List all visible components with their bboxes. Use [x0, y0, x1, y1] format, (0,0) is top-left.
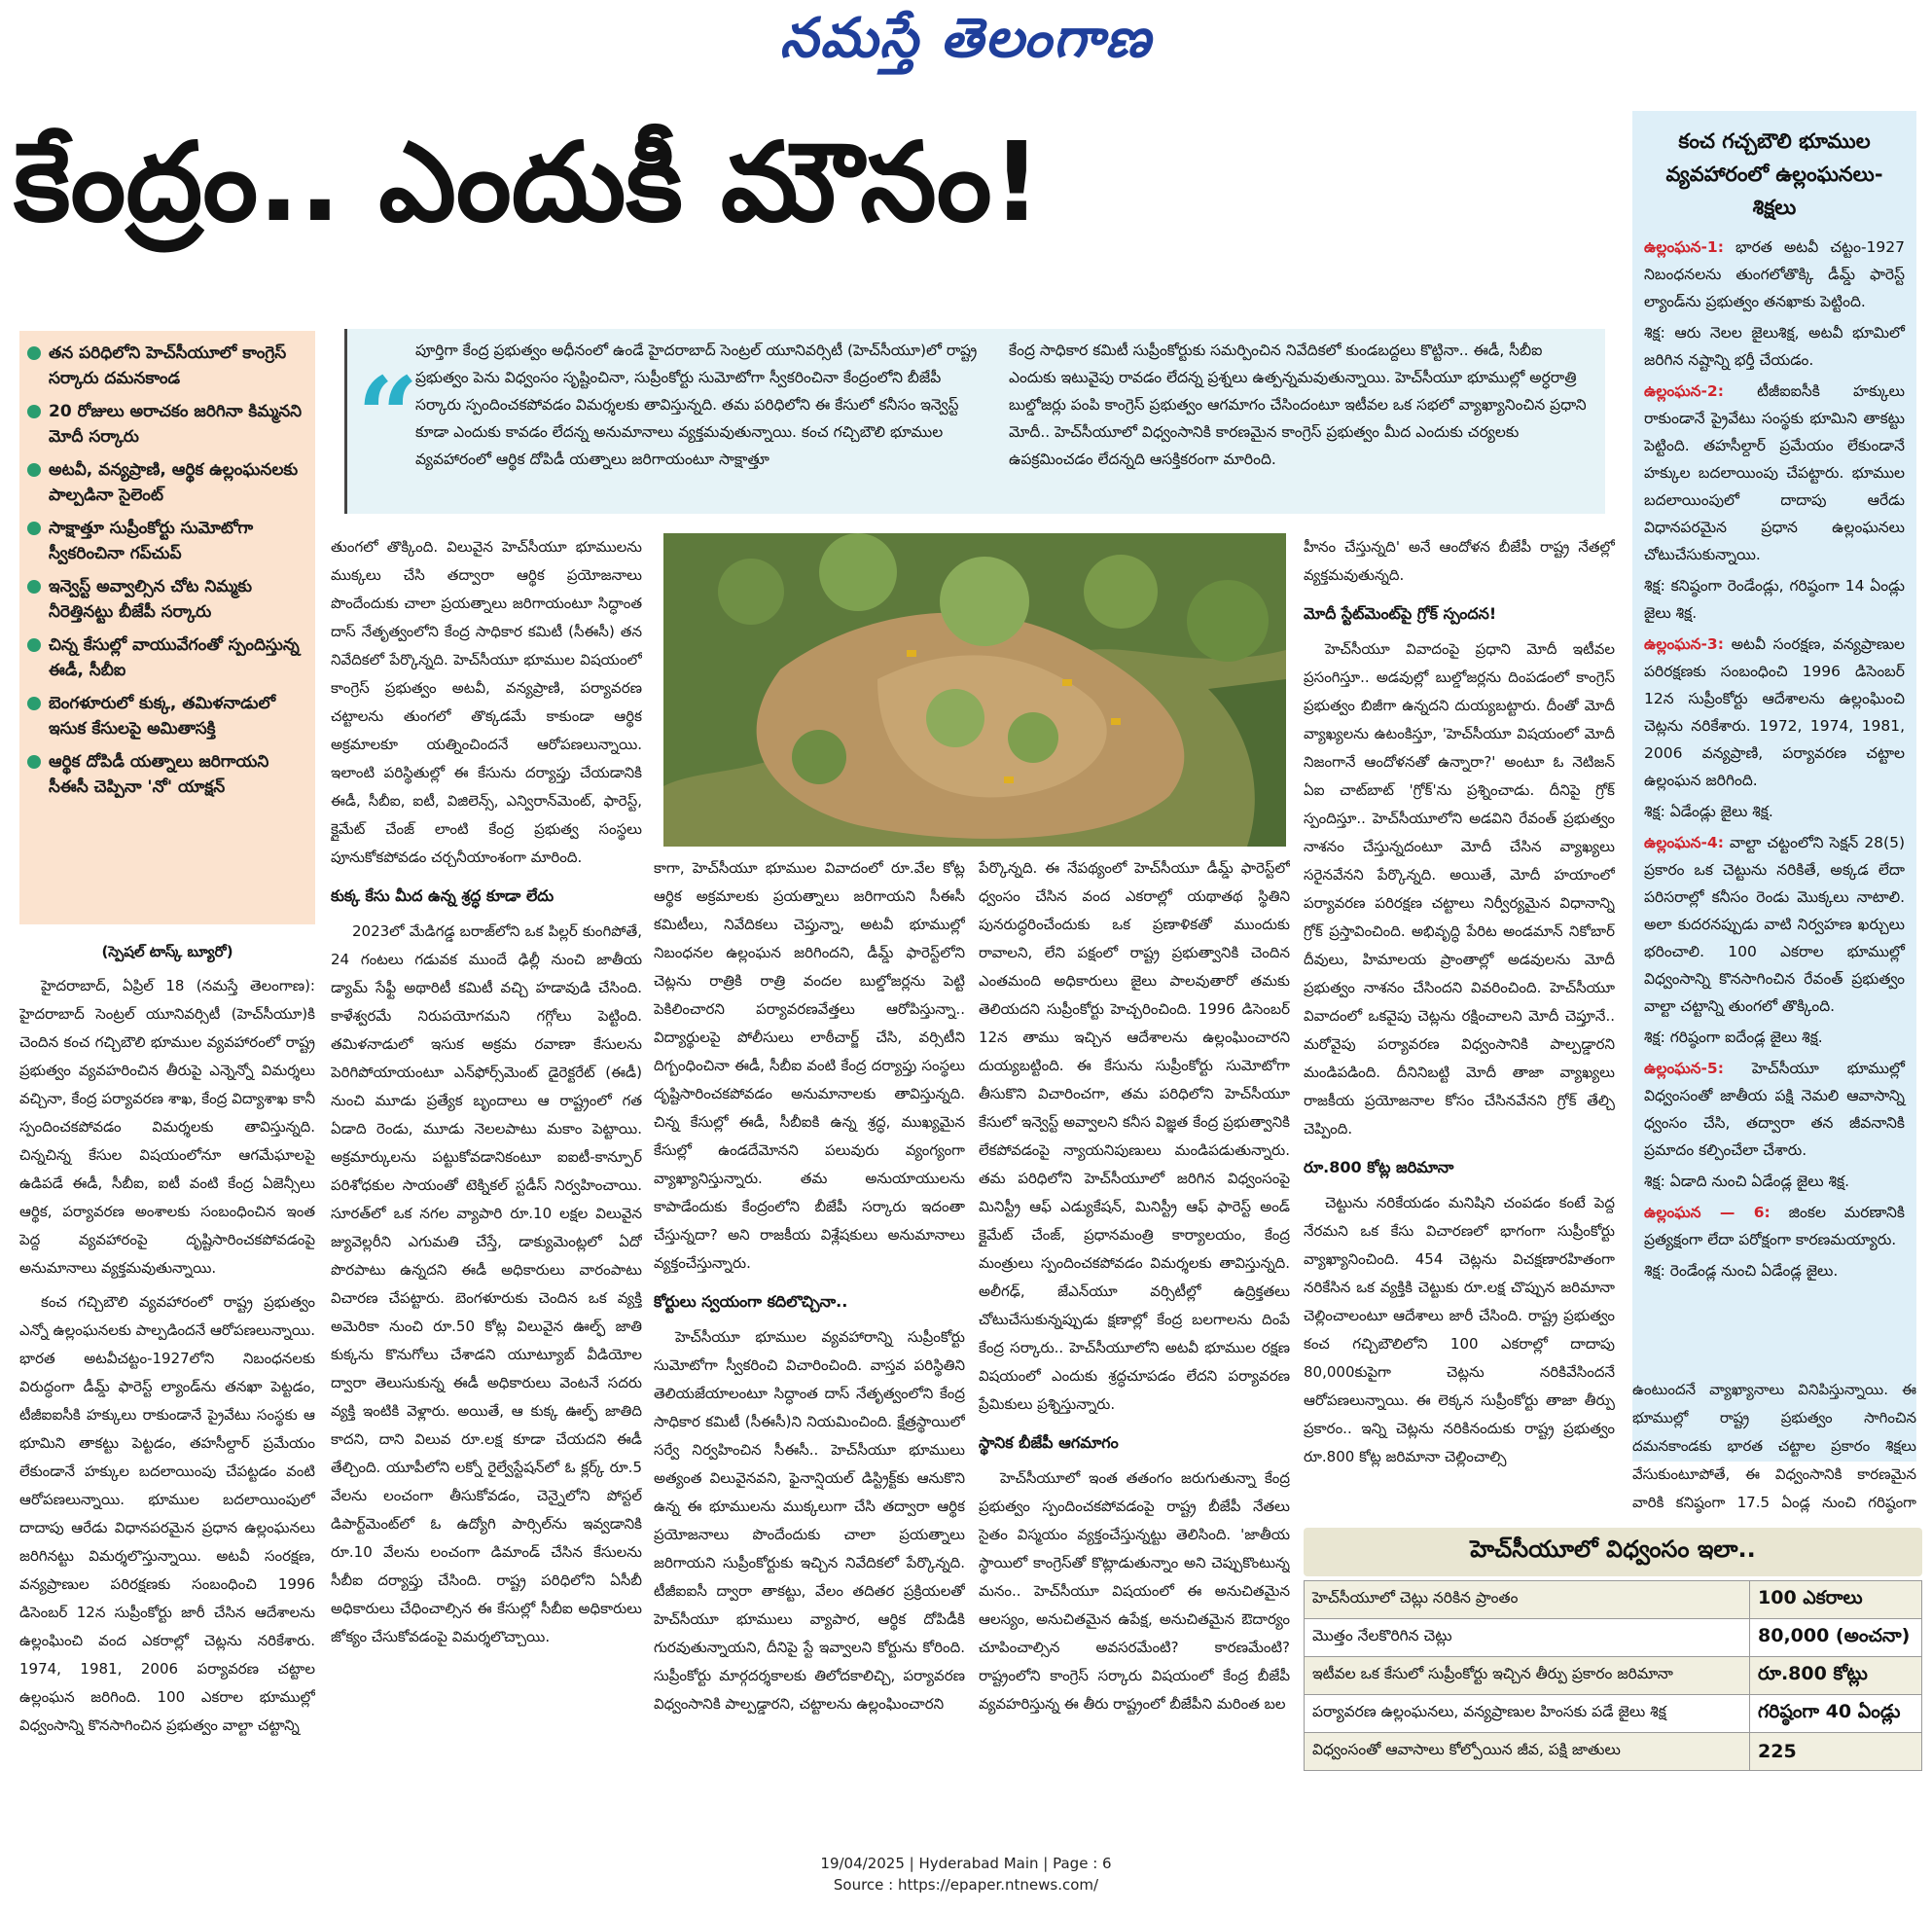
bullet-icon [27, 580, 41, 594]
highlight-item [27, 341, 307, 391]
quote-text-right: కేంద్ర సాధికార కమిటీ సుప్రీంకోర్టుకు సమర్పించిన నివేదికలో కుండబద్దలు కొట్టినా.. ఈడీ, సీబీఐ ఎందుకు ఇటువైపు రావడం లేదన్న ప్రశ్నలు ఉత్పన్నమవుతున్నాయి. హెచ్‌సీయూ భూముల్లో అర్ధరాత్రి బుల్డోజర్లు పంపి కాంగ్రెస్‌ ప్రభుత్వం ఆగమాగం చేసిందంటూ ఇటీవల ఒక సభలో వ్యాఖ్యానించిన ప్రధాని మోదీ.. హెచ్‌సీయూలో విధ్వంసానికి కారణమైన కాంగ్రెస్‌ ప్రభుత్వం మీద ఎందుకు చర్యలకు ఉపక్రమించడం లేదన్నది ఆసక్తికరంగా మారింది. [1009, 342, 1587, 468]
violation-text: అటవీ సంరక్షణ, వన్యప్రాణుల పరిరక్షణకు సంబంధించి 1996 డిసెంబర్‌ 12న సుప్రీంకోర్టు ఆదేశాలను ఉల్లంఘించి చెట్లను నరికేశారు. 1972, 1974, 1981, 2006 వన్యప్రాణి, పర్యావరణ చట్టాల ఉల్లంఘన జరిగింది. [1644, 635, 1905, 789]
violation-penalty: శిక్ష: రెండేండ్ల నుంచి ఏడేండ్ల జైలు. [1644, 1262, 1839, 1280]
table-cell-value: 100 ఎకరాలు [1750, 1581, 1922, 1619]
violation-text: జింకల మరణానికి ప్రత్యక్షంగా లేదా పరోక్షంగా కారణమయ్యారు. [1644, 1204, 1905, 1248]
bullet-icon [27, 638, 41, 652]
table-cell-label: ఇటీవల ఒక కేసులో సుప్రీంకోర్టు ఇచ్చిన తీర్పు ప్రకారం జరిమానా [1305, 1657, 1750, 1695]
highlight-item [27, 516, 307, 566]
highlight-item [27, 574, 307, 625]
highlight-text: తన పరిధిలోని హెచ్‌సీయూలో కాంగ్రెస్‌ సర్కారు దమనకాండ [49, 343, 287, 388]
highlight-text: 20 రోజులు అరాచకం జరిగినా కిమ్మనని మోదీ సర్కారు [49, 402, 303, 447]
violation-item [1644, 1055, 1905, 1164]
highlight-text: సాక్షాత్తూ సుప్రీంకోర్టు సుమోటోగా స్వీకరించినా గప్‌చుప్‌ [49, 519, 254, 563]
bullet-icon [27, 755, 41, 769]
violation-text: వాల్టా చట్టంలోని సెక్షన్‌ 28(5) ప్రకారం ఒక చెట్టును నరికితే, అక్కడ లేదా పరిసరాల్లో కనీసం రెండు మొక్కలు నాటాలి. అలా కుదరనప్పుడు వాటి నిర్వహణ ఖర్చులు భరించాలి. 100 ఎకరాల భూముల్లో విధ్వంసాన్ని కొనసాగించిన రేవంత్‌ ప్రభుత్వం వాల్టా చట్టాన్ని తుంగలో తొక్కింది. [1644, 834, 1905, 1015]
violation-penalty: శిక్ష: ఆరు నెలల జైలుశిక్ష, అటవీ భూమిలో జరిగిన నష్టాన్ని భర్తీ చేయడం. [1644, 324, 1905, 369]
violation-label: ఉల్లంఘన-2: [1644, 382, 1724, 400]
aerial-photo [663, 533, 1286, 847]
violation-text: టీజీఐఐసీకి హక్కులు రాకుండానే ప్రైవేటు సంస్థకు భూమిని తాకట్టు పెట్టింది. తహసీల్దార్‌ ప్రమేయం లేకుండానే హక్కుల బదలాయింపు చేపట్టారు. భూముల బదలాయింపులో దాదాపు ఆరేడు విధానపరమైన ప్రధాన ఉల్లంఘనలు చోటుచేసుకున్నాయి. [1644, 382, 1905, 563]
table-cell-value: గరిష్ఠంగా 40 ఏండ్లు [1750, 1695, 1922, 1733]
article-column-4 [979, 854, 1290, 1833]
sidebar-body [1644, 234, 1905, 1284]
paragraph: హెచ్‌సీయూ వివాదంపై ప్రధాని మోదీ ఇటీవల ప్రసంగిస్తూ.. అడవుల్లో బుల్డోజర్లను దింపడంలో కాంగ్రెస్‌ ప్రభుత్వం బిజీగా ఉన్నదని దుయ్యబట్టారు. దీంతో మోదీ వ్యాఖ్యలను ఉటంకిస్తూ, 'హెచ్‌సీయూ విషయంలో మోదీ నిజంగానే ఆందోళనతో ఉన్నారా?' అంటూ ఓ నెటిజన్‌ ఏఐ చాట్‌బాట్‌ 'గ్రోక్‌'ను ప్రశ్నించాడు. దీనిపై గ్రోక్‌ స్పందిస్తూ.. హెచ్‌సీయూలోని అడవిని రేవంత్‌ ప్రభుత్వం నాశనం చేస్తున్నదంటూ మోదీ చేసిన వ్యాఖ్యలు సరైనవేనని పేర్కొన్నది. అయితే, మోదీ హయాంలో పర్యావరణ పరిరక్షణ చట్టాలు నిర్వీర్యమైన విధానాన్ని గ్రోక్‌ ప్రస్తావించింది. అభివృద్ధి పేరిట అండమాన్‌ నికోబార్‌ దీవులు, హిమాలయ ప్రాంతాల్లో అడవులను మోదీ ప్రభుత్వం నాశనం చేసిందని వివరించింది. హెచ్‌సీయూ వివాదంలో ఒకవైపు చెట్లను రక్షించాలని మోదీ చెప్తూనే.. మరోవైపు పర్యావరణ విధ్వంసానికి పాల్పడ్డారని మండిపడింది. దీనినిబట్టి మోదీ తాజా వ్యాఖ్యలు రాజకీయ ప్రయోజనాల కోసం చేసినవేనని గ్రోక్‌ తేల్చి చెప్పింది. [1304, 640, 1615, 1138]
table-cell-label: పర్యావరణ ఉల్లంఘనలు, వన్యప్రాణుల హింసకు పడే జైలు శిక్ష [1305, 1695, 1750, 1733]
highlight-text: బెంగళూరులో కుక్క, తమిళనాడులో ఇసుక కేసులపై అమితాసక్తి [49, 694, 276, 739]
subheading: కోర్టులు స్వయంగా కదిలొచ్చినా.. [654, 1292, 848, 1311]
sidebar-violations [1632, 111, 1916, 1462]
paragraph: హీనం చేస్తున్నది' అనే ఆందోళన బీజేపీ రాష్ట్ర నేతల్లో వ్యక్తమవుతున్నది. [1304, 538, 1615, 584]
paragraph: పేర్కొన్నది. ఈ నేపథ్యంలో హెచ్‌సీయూ డీమ్డ్‌ ఫారెస్ట్‌లో ధ్వంసం చేసిన వంద ఎకరాల్లో యథాతథ స్థితిని పునరుద్ధరించేందుకు ఒక ప్రణాళికతో ముందుకు రావాలని, లేని పక్షంలో రాష్ట్ర ప్రభుత్వానికి చెందిన ఎంతమంది అధికారులు జైలు పాలవుతారో తమకు తెలియదని సుప్రీంకోర్టు హెచ్చరించింది. 1996 డిసెంబర్‌ 12న తాము ఇచ్చిన ఆదేశాలను ఉల్లంఘించారని దుయ్యబట్టింది. ఈ కేసును సుప్రీంకోర్టు సుమోటోగా తీసుకొని విచారించగా, తమ పరిధిలోని హెచ్‌సీయూ కేసులో ఇన్వెస్ట్‌ అవ్వాలని కనీస విజ్ఞత కేంద్ర ప్రభుత్వానికి లేకపోవడంపై న్యాయనిపుణులు మండిపడుతున్నారు. తమ పరిధిలోని హెచ్‌సీయూలో జరిగిన విధ్వంసంపై మినిస్ట్రీ ఆఫ్‌ ఎడ్యుకేషన్‌, మినిస్ట్రీ ఆఫ్‌ ఫారెస్ట్‌ అండ్‌ క్లైమేట్‌ చేంజ్‌, ప్రధానమంత్రి కార్యాలయం, కేంద్ర మంత్రులు స్పందించకపోవడం విమర్శలకు తావిస్తున్నది. అలీగఢ్‌, జేఎన్‌యూ వర్సిటీల్లో ఉద్రిక్తతలు చోటుచేసుకున్నప్పుడు క్షణాల్లో కేంద్ర బలగాలను దింపే కేంద్ర సర్కారు.. హెచ్‌సీయూలోని అటవీ భూముల రక్షణ విషయంలో ఎందుకు శ్రద్ధచూపడం లేదని పర్యావరణ ప్రేమికులు ప్రశ్నిస్తున్నారు. [979, 859, 1290, 1413]
table-row [1305, 1581, 1922, 1619]
bullet-icon [27, 346, 41, 360]
violation-text: హెచ్‌సీయూ భూముల్లో విధ్వంసంతో జాతీయ పక్షి నెమలి ఆవాసాన్ని ధ్వంసం చేసి, తద్వారా తన జీవనానికి ప్రమాదం కల్పించేలా చేశారు. [1644, 1060, 1905, 1159]
highlight-text: చిన్న కేసుల్లో వాయువేగంతో స్పందిస్తున్న ఈడీ, సీబీఐ [49, 635, 300, 680]
paragraph: 2023లో మేడిగడ్డ బరాజ్‌లోని ఒక పిల్లర్‌ కుంగిపోతే, 24 గంటలు గడువక ముందే ఢిల్లీ నుంచి జాతీయ డ్యామ్‌ సేఫ్టీ అథారిటీ కమిటీ వచ్చి హడావుడి చేసింది. కాళేశ్వరమే నిరుపయోగమని గగ్గోలు పెట్టింది. తమిళనాడులో ఇసుక అక్రమ రవాణా కేసులను పెరిగిపోయాయంటూ ఎన్‌ఫోర్స్‌మెంట్‌ డైరెక్టరేట్‌ (ఈడీ) నుంచి మూడు ప్రత్యేక బృందాలు ఆ రాష్ట్రంలో గత ఏడాది రెండు, మూడు నెలలపాటు మకాం పెట్టాయి. అక్రమార్కులను పట్టుకోవడానికంటూ ఐఐటీ-కాన్పూర్‌ పరిశోధకుల సాయంతో టెక్నికల్‌ స్టడీస్‌ నిర్వహించాయి. సూరత్‌లో ఒక నగల వ్యాపారి రూ.10 లక్షల విలువైన జ్యువెల్లరీని ఎగుమతి చేస్తే, డాక్యుమెంట్లలో ఏదో పొరపాటు ఉన్నదని ఈడీ అధికారులు వారంపాటు విచారణ చేపట్టారు. బెంగళూరుకు చెందిన ఒక వ్యక్తి అమెరికా నుంచి రూ.50 కోట్ల విలువైన ఊల్ఫ్‌ జాతి కుక్కను కొనుగోలు చేశాడని యూట్యూబ్‌ వీడియోల ద్వారా తెలుసుకున్న ఈడీ అధికారులు వెంటనే సదరు వ్యక్తి ఇంటికి వెళ్లారు. అయితే, ఆ కుక్క ఊల్ఫ్‌ జాతిది కాదని, దాని విలువ రూ.లక్ష కూడా చేయదని ఈడీ తేల్చింది. యూపీలోని లక్నో రైల్వేస్టేషన్‌లో ఓ క్లర్క్‌ రూ.5 వేలను లంచంగా తీసుకోవడం, చెన్నైలోని పోస్టల్‌ డిపార్ట్‌మెంట్‌లో ఓ ఉద్యోగి పార్సిల్‌ను ఇవ్వడానికి రూ.10 వేలను లంచంగా డిమాండ్‌ చేసిన కేసులను సీబీఐ దర్యాప్తు చేసింది. రాష్ట్ర పరిధిలోని ఏసీబీ అధికారులు చేధించాల్సిన ఈ కేసుల్లో సీబీఐ అధికారులు జోక్యం చేసుకోవడంపై విమర్శలొచ్చాయి. [331, 922, 642, 1645]
pull-quote [344, 329, 1605, 514]
violation-penalty: శిక్ష: కనిష్ఠంగా రెండేండ్లు, గరిష్ఠంగా 14 ఏండ్లు జైలు శిక్ష. [1644, 577, 1905, 622]
table-row [1305, 1733, 1922, 1771]
violation-item [1644, 631, 1905, 794]
highlight-text: అటవీ, వన్యప్రాణి, ఆర్థిక ఉల్లంఘనలకు పాల్పడినా సైలెంట్‌ [49, 460, 299, 505]
paragraph: కాగా, హెచ్‌సీయూ భూముల వివాదంలో రూ.వేల కోట్ల ఆర్థిక అక్రమాలకు ప్రయత్నాలు జరిగాయని సీఈసీ కమిటీలు, నివేదికలు చెప్తున్నా, అటవీ భూముల్లో నిబంధనల ఉల్లంఘన జరిగిందని, డీమ్డ్‌ ఫారెస్ట్‌లోని చెట్లను రాత్రికి రాత్రి వందల బుల్డోజర్లను పెట్టి పెకిలించారని పర్యావరణవేత్తలు ఆరోపిస్తున్నా.. విద్యార్థులపై పోలీసులు లాఠీచార్జ్‌ చేసి, వర్సిటీని దిగ్బంధించినా ఈడీ, సీబీఐ వంటి కేంద్ర దర్యాప్తు సంస్థలు దృష్టిసారించకపోవడం అనుమానాలకు తావిస్తున్నది. చిన్న కేసుల్లో ఈడీ, సీబీఐకి ఉన్న శ్రద్ధ, ముఖ్యమైన కేసుల్లో ఉండదేమోనని పలువురు వ్యంగ్యంగా వ్యాఖ్యానిస్తున్నారు. తమ అనుయాయులను కాపాడేందుకు కేంద్రంలోని బీజేపీ సర్కారు ఇదంతా చేస్తున్నదా? అని రాజకీయ విశ్లేషకులు అనుమానాలు వ్యక్తంచేస్తున్నారు. [654, 859, 965, 1272]
footer-date-edition: 19/04/2025 | Hyderabad Main | Page : 6 [820, 1855, 1112, 1872]
bullet-icon [27, 697, 41, 710]
highlight-item [27, 457, 307, 508]
violation-label: ఉల్లంఘన-4: [1644, 834, 1724, 851]
quote-icon: “ [357, 353, 419, 479]
violation-item [1644, 1199, 1905, 1253]
highlight-item [27, 632, 307, 683]
violation-label: ఉల్లంఘన — 6: [1644, 1204, 1771, 1221]
highlight-item [27, 691, 307, 741]
violation-label: ఉల్లంఘన-3: [1644, 635, 1724, 653]
destruction-table [1304, 1528, 1922, 1771]
table-row [1305, 1657, 1922, 1695]
footer-source-link[interactable]: Source : https://epaper.ntnews.com/ [833, 1876, 1099, 1894]
article-column-1 [19, 938, 315, 1833]
highlight-text: ఇన్వెస్ట్‌ అవ్వాల్సిన చోట నిమ్మకు నీరెత్తినట్టు బీజేపీ సర్కారు [49, 577, 253, 622]
bullet-icon [27, 405, 41, 418]
violation-item [1644, 378, 1905, 568]
article-column-3 [654, 854, 965, 1833]
violation-item [1644, 234, 1905, 315]
table-cell-value: 225 [1750, 1733, 1922, 1771]
paragraph: హైదరాబాద్‌, ఏప్రిల్‌ 18 (నమస్తే తెలంగాణ): హైదరాబాద్‌ సెంట్రల్‌ యూనివర్సిటీ (హెచ్‌సీయూ)కి చెందిన కంచ గచ్చిబౌలి భూముల వ్యవహారంలో రాష్ట్ర ప్రభుత్వం వ్యవహరించిన తీరుపై ఎన్నెన్నో విమర్శలు వచ్చినా, కేంద్ర పర్యావరణ శాఖ, కేంద్ర విద్యాశాఖ కానీ స్పందించకపోవడం విమర్శలకు తావిస్తున్నది. చిన్నచిన్న కేసుల విషయంలోనూ ఆగమేఘాలపై ఉడిపడే ఈడీ, సీబీఐ, ఐటీ వంటి కేంద్ర ఏజెన్సీలు ఆర్థిక, పర్యావరణ అంశాలకు సంబంధించిన ఇంత పెద్ద వ్యవహారంపై దృష్టిసారించకపోవడంపై అనుమానాలు వ్యక్తమవుతున్నాయి. [19, 977, 315, 1277]
subheading: స్థానిక బీజేపీ ఆగమాగం [979, 1433, 1119, 1452]
paragraph: చెట్టును నరికేయడం మనిషిని చంపడం కంటే పెద్ద నేరమని ఒక కేసు విచారణలో భాగంగా సుప్రీంకోర్టు వ్యాఖ్యానించింది. 454 చెట్లను విచక్షణారహితంగా నరికేసిన ఒక వ్యక్తికి చెట్టుకు రూ.లక్ష చొప్పున జరిమానా చెల్లించాలంటూ ఆదేశాలు జారీ చేసింది. రాష్ట్ర ప్రభుత్వం కంచ గచ్చిబౌలిలోని 100 ఎకరాల్లో దాదాపు 80,000కుపైగా చెట్లను నరికివేసిందనే ఆరోపణలున్నాయి. ఈ లెక్కన సుప్రీంకోర్టు తాజా తీర్పు ప్రకారం.. ఇన్ని చెట్లను నరికినందుకు రాష్ట్ర ప్రభుత్వం రూ.800 కోట్ల జరిమానా చెల్లించాల్సి [1304, 1194, 1615, 1465]
article-column-5 [1304, 533, 1615, 1510]
highlights-box [19, 331, 315, 924]
table-cell-label: విధ్వంసంతో ఆవాసాలు కోల్పోయిన జీవ, పక్షి జాతులు [1305, 1733, 1750, 1771]
bullet-icon [27, 522, 41, 535]
violation-label: ఉల్లంఘన-1: [1644, 238, 1724, 256]
table-row [1305, 1695, 1922, 1733]
page-footer [0, 1853, 1932, 1896]
paragraph: ఉంటుందనే వ్యాఖ్యానాలు వినిపిస్తున్నాయి. ఈ భూముల్లో రాష్ట్ర ప్రభుత్వం సాగించిన దమనకాండకు భారత చట్టాల ప్రకారం శిక్షలు వేసుకుంటూపోతే, ఈ విధ్వంసానికి కారణమైన వారికి కనిష్ఠంగా 17.5 ఏండ్ల నుంచి గరిష్ఠంగా [1632, 1381, 1916, 1511]
subheading: కుక్క కేసు మీద ఉన్న శ్రద్ధ కూడా లేదు [331, 886, 555, 905]
bullet-icon [27, 463, 41, 477]
violation-penalty: శిక్ష: గరిష్ఠంగా ఐదేండ్ల జైలు శిక్ష. [1644, 1029, 1823, 1046]
paragraph: హెచ్‌సీయూలో ఇంత తతంగం జరుగుతున్నా కేంద్ర ప్రభుత్వం స్పందించకపోవడంపై రాష్ట్ర బీజేపీ నేతలు సైతం విస్మయం వ్యక్తంచేస్తున్నట్టు తెలిసింది. 'జాతీయ స్థాయిలో కాంగ్రెస్‌తో కొట్లాడుతున్నాం అని చెప్పుకొంటున్న మనం.. హెచ్‌సీయూ విషయంలో ఈ అనుచితమైన ఆలస్యం, అనుచితమైన ఉపేక్ష, అనుచితమైన ఔదార్యం చూపించాల్సిన అవసరమేంటి? కారణమేంటి? రాష్ట్రంలోని కాంగ్రెస్‌ సర్కారు విషయంలో కేంద్ర బీజేపీ వ్యవహరిస్తున్న ఈ తీరు రాష్ట్రంలో బీజేపీని మరింత బల [979, 1469, 1290, 1713]
paragraph: హెచ్‌సీయూ భూముల వ్యవహారాన్ని సుప్రీంకోర్టు సుమోటోగా స్వీకరించి విచారించింది. వాస్తవ పరిస్థితిని తెలియజేయాలంటూ సిద్ధాంత దాస్‌ నేతృత్వంలోని కేంద్ర సాధికార కమిటీ (సీఈసీ)ని నియమించింది. క్షేత్రస్థాయిలో సర్వే నిర్వహించిన సీఈసీ.. హెచ్‌సీయూ భూములు అత్యంత విలువైనవని, ఫైనాన్షియల్‌ డిస్ట్రిక్ట్‌కు ఆనుకొని ఉన్న ఈ భూములను ముక్కలుగా చేసి తద్వారా ఆర్థిక ప్రయోజనాలు పొందేందుకు చాలా ప్రయత్నాలు జరిగాయని సుప్రీంకోర్టుకు ఇచ్చిన నివేదికలో పేర్కొన్నది. టీజీఐఐసీ ద్వారా తాకట్టు, వేలం తదితర ప్రక్రియలతో హెచ్‌సీయూ భూములు వ్యాపార, ఆర్థిక దోపిడీకి గురవుతున్నాయని, దీనిపై స్టే ఇవ్వాలని కోర్టును కోరింది. సుప్రీంకోర్టు మార్గదర్శకాలకు తిలోదకాలిచ్చి, పర్యావరణ విధ్వంసానికి పాల్పడ్డారని, చట్టాలను ఉల్లంఘించారని [654, 1328, 965, 1713]
table-title: హెచ్‌సీయూలో విధ్వంసం ఇలా.. [1304, 1528, 1922, 1576]
sidebar-title: కంచ గచ్చబౌలి భూముల వ్యవహారంలో ఉల్లంఘనలు- శిక్షలు [1665, 129, 1883, 219]
masthead-logo: నమస్తే తెలంగాణ [779, 6, 1153, 70]
article-column-2 [331, 533, 642, 1833]
subheading: మోదీ స్టేట్‌మెంట్‌పై గ్రోక్‌ స్పందన! [1304, 604, 1497, 623]
table-cell-value: 80,000 (అంచనా) [1750, 1619, 1922, 1657]
headline: కేంద్రం.. ఎందుకీ మౌనం! [14, 120, 1042, 246]
violation-penalty: శిక్ష: ఏడాది నుంచి ఏడేండ్ల జైలు శిక్ష. [1644, 1173, 1850, 1190]
article-column-6 [1632, 1376, 1916, 1522]
highlight-item [27, 749, 307, 800]
paragraph: తుంగలో తొక్కింది. విలువైన హెచ్‌సీయూ భూములను ముక్కలు చేసి తద్వారా ఆర్థిక ప్రయోజనాలు పొందేందుకు చాలా ప్రయత్నాలు జరిగాయంటూ సిద్ధాంత దాస్‌ నేతృత్వంలోని కేంద్ర సాధికార కమిటీ (సీఈసీ) తన నివేదికలో పేర్కొన్నది. హెచ్‌సీయూ భూముల విషయంలో కాంగ్రెస్‌ ప్రభుత్వం అటవీ, వన్యప్రాణి, పర్యావరణ చట్టాలను తుంగలో తొక్కడమే కాకుండా ఆర్థిక అక్రమాలకూ యత్నించిందనే ఆరోపణలున్నాయి. ఇలాంటి పరిస్థితుల్లో ఈ కేసును దర్యాప్తు చేయడానికి ఈడీ, సీబీఐ, ఐటీ, విజిలెన్స్‌, ఎన్విరాన్‌మెంట్‌, ఫారెస్ట్‌, క్లైమేట్‌ చేంజ్‌ లాంటి కేంద్ర ప్రభుత్వ సంస్థలు పూనుకోకపోవడం చర్చనీయాంశంగా మారింది. [331, 538, 642, 866]
subheading: రూ.800 కోట్ల జరిమానా [1304, 1158, 1454, 1176]
quote-text-left: పూర్తిగా కేంద్ర ప్రభుత్వం అధీనంలో ఉండే హైదరాబాద్‌ సెంట్రల్‌ యూనివర్సిటీ (హెచ్‌సీయూ)లో రాష్ట్ర ప్రభుత్వం పెను విధ్వంసం సృష్టించినా, సుప్రీంకోర్టు సుమోటోగా స్వీకరించినా కేంద్రంలోని బీజేపీ సర్కారు స్పందించకపోవడం విమర్శలకు తావిస్తున్నది. తమ పరిధిలోని ఈ కేసులో కనీసం ఇన్వెస్ట్‌ కూడా ఎందుకు కావడం లేదన్న అనుమానాలు వ్యక్తమవుతున్నాయి. కంచ గచ్చిబౌలి భూముల వ్యవహారంలో ఆర్థిక దోపిడీ యత్నాలు జరిగాయంటూ సాక్షాత్తూ [415, 342, 978, 468]
paragraph: కంచ గచ్చిబౌలి వ్యవహారంలో రాష్ట్ర ప్రభుత్వం ఎన్నో ఉల్లంఘనలకు పాల్పడిందనే ఆరోపణలున్నాయి. భారత అటవీచట్టం-1927లోని నిబంధనలకు విరుద్ధంగా డీమ్డ్‌ ఫారెస్ట్‌ ల్యాండ్‌ను తనఖా పెట్టడం, టీజీఐఐసీకి హక్కులు రాకుండానే ప్రైవేటు సంస్థకు ఆ భూమిని తాకట్టు పెట్టడం, తహసీల్దార్‌ ప్రమేయం లేకుండానే హక్కుల బదలాయింపు చేపట్టడం వంటి ఆరోపణలున్నాయి. భూముల బదలాయింపులో దాదాపు ఆరేడు విధానపరమైన ప్రధాన ఉల్లంఘనలు జరిగినట్టు విమర్శలొస్తున్నాయి. అటవీ సంరక్షణ, వన్యప్రాణుల పరిరక్షణకు సంబంధించి 1996 డిసెంబర్‌ 12న సుప్రీంకోర్టు జారీ చేసిన ఆదేశాలను ఉల్లంఘించి వంద ఎకరాల్లో చెట్లను నరికేశారు. 1974, 1981, 2006 పర్యావరణ చట్టాల ఉల్లంఘన జరిగింది. 100 ఎకరాల భూముల్లో విధ్వంసాన్ని కొనసాగించిన ప్రభుత్వం వాల్టా చట్టాన్ని [19, 1293, 315, 1734]
violation-text: భారత అటవీ చట్టం-1927 నిబంధనలను తుంగలోతొక్కి డీమ్డ్‌ ఫారెస్ట్‌ ల్యాండ్‌ను ప్రభుత్వం తనఖాకు పెట్టింది. [1644, 238, 1905, 310]
table-cell-label: హెచ్‌సీయూలో చెట్లు నరికిన ప్రాంతం [1305, 1581, 1750, 1619]
deforestation-image [663, 533, 1286, 847]
table-cell-label: మొత్తం నేలకొరిగిన చెట్లు [1305, 1619, 1750, 1657]
highlight-text: ఆర్థిక దోపిడీ యత్నాలు జరిగాయని సీఈసీ చెప్పినా 'నో' యాక్షన్‌ [49, 752, 269, 797]
table-row [1305, 1619, 1922, 1657]
violation-item [1644, 829, 1905, 1020]
violation-penalty: శిక్ష: ఏడేండ్లు జైలు శిక్ష. [1644, 803, 1773, 820]
violation-label: ఉల్లంఘన-5: [1644, 1060, 1724, 1077]
table-cell-value: రూ.800 కోట్లు [1750, 1657, 1922, 1695]
data-table [1304, 1580, 1922, 1771]
byline: (స్పెషల్‌ టాస్క్‌ బ్యూరో) [101, 943, 233, 960]
highlight-item [27, 399, 307, 450]
